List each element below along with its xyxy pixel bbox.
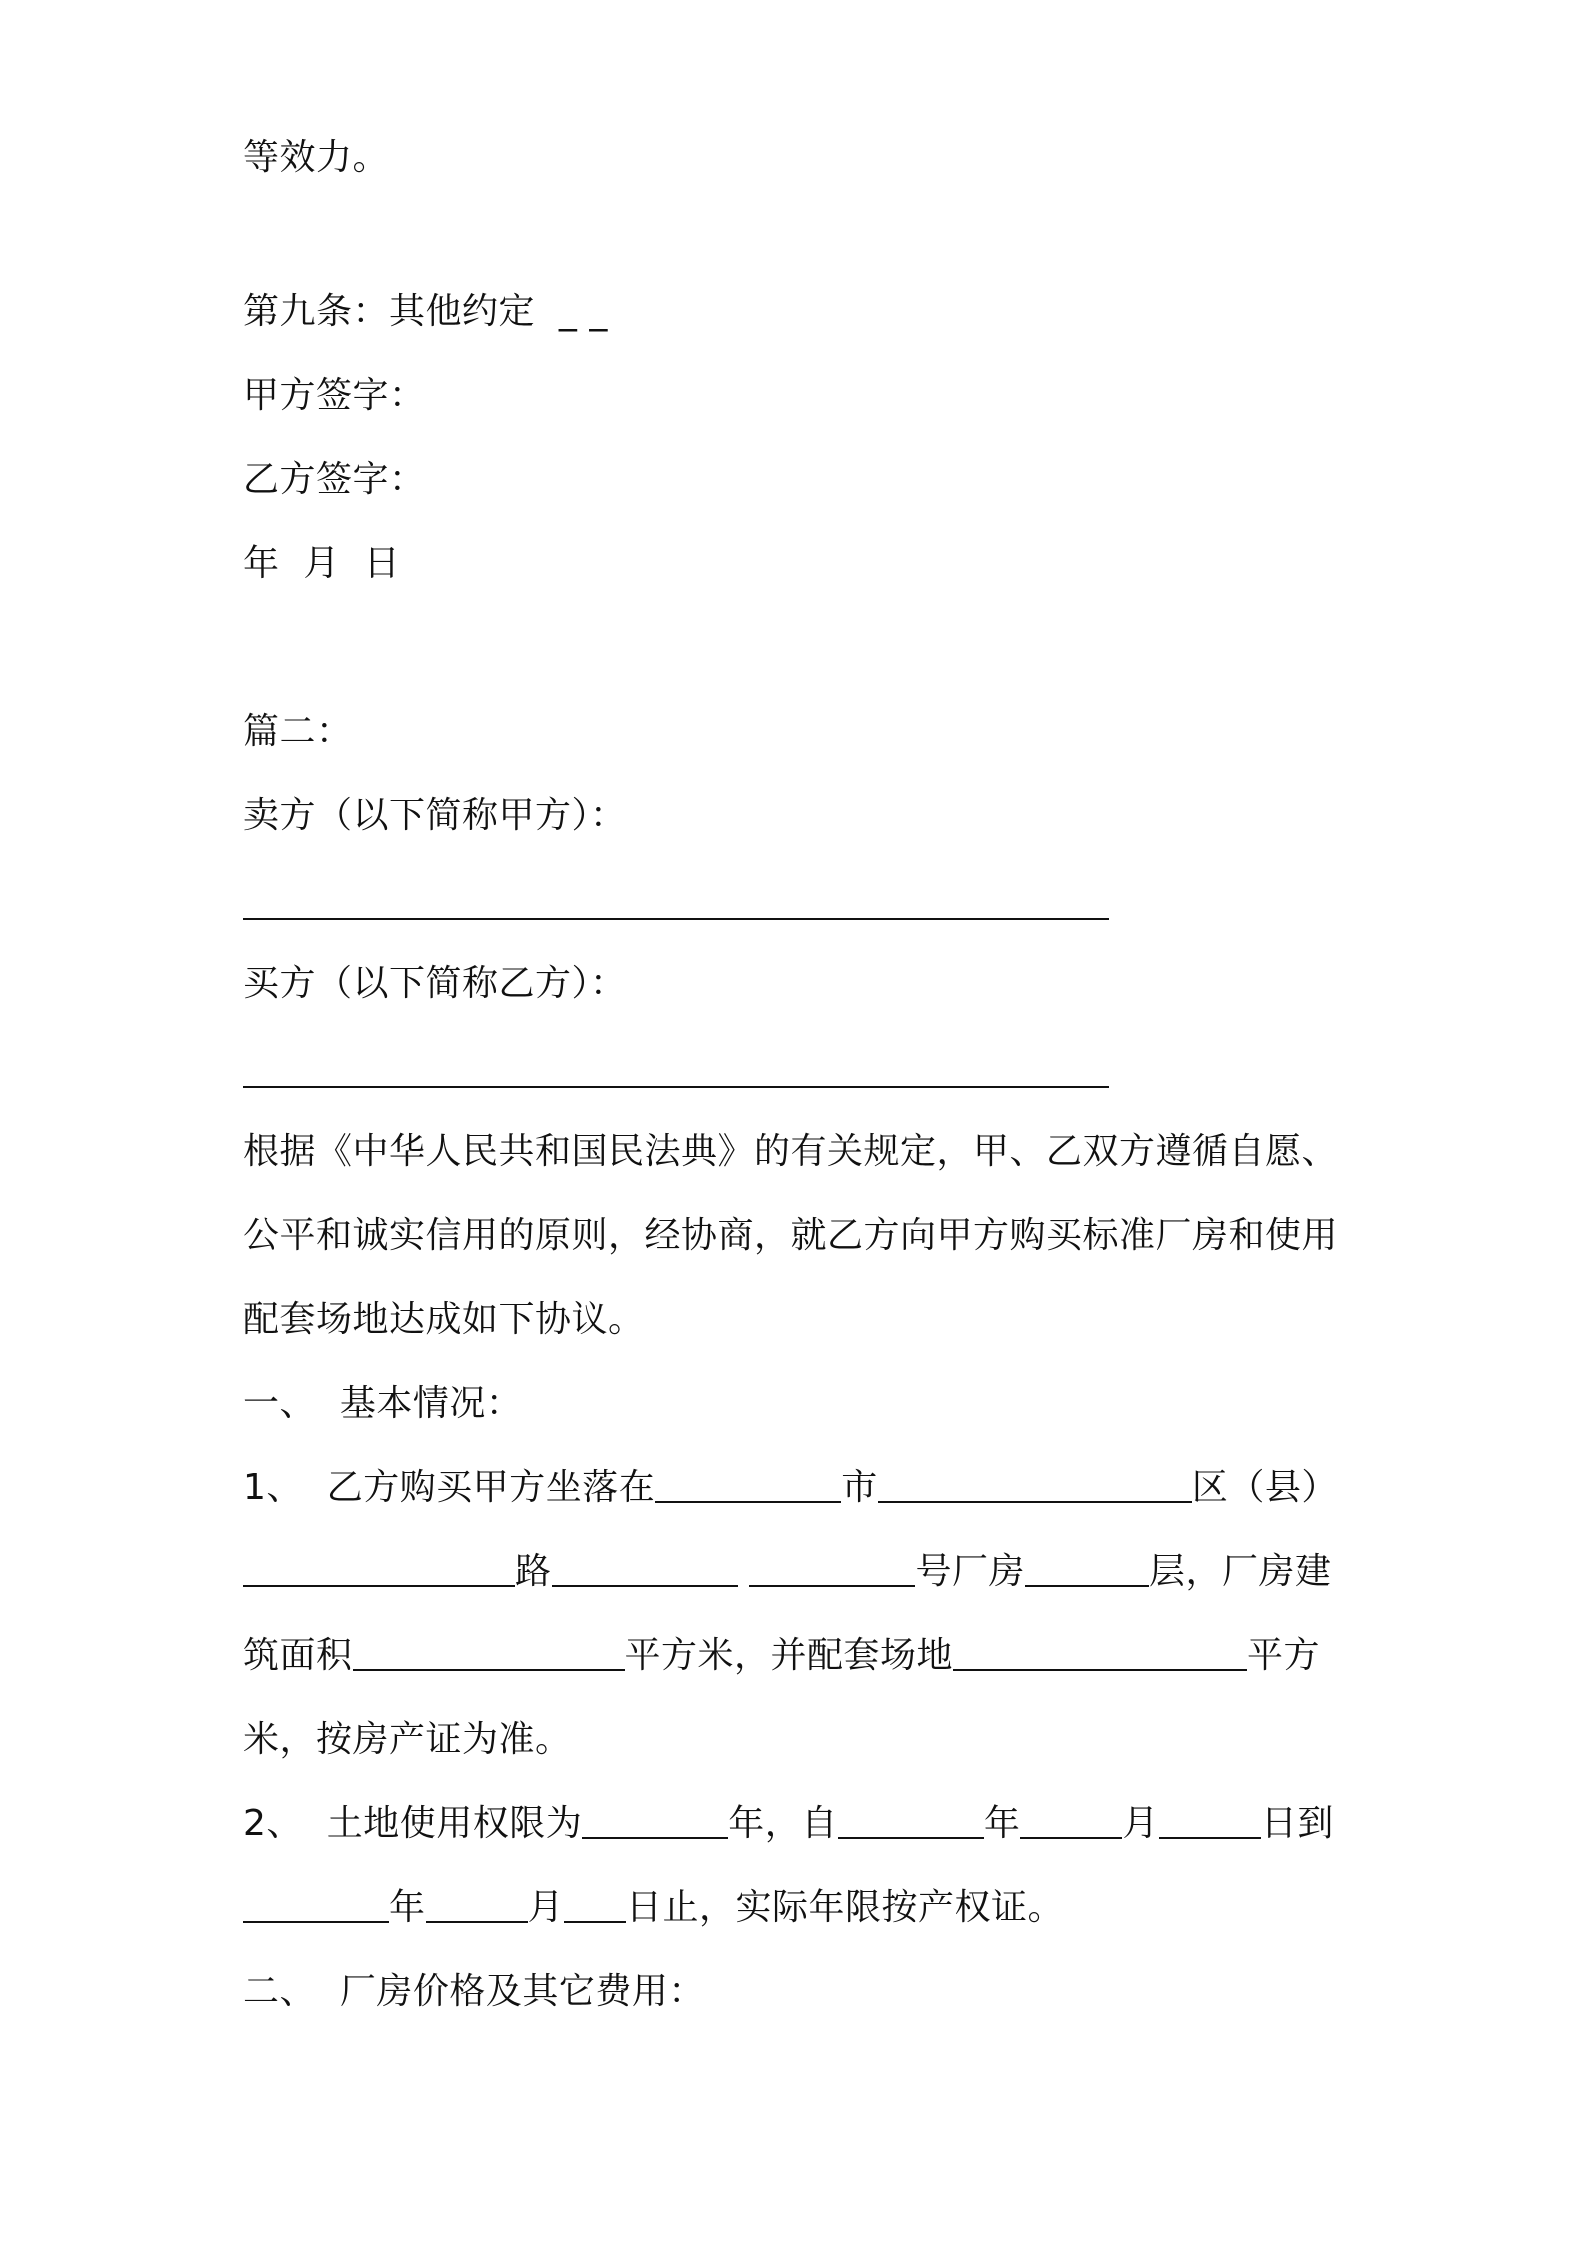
floor-label: 层，厂房建 [1148,1551,1332,1592]
item2-line1 [243,1800,1334,1848]
years-blank [582,1807,728,1839]
month2-label: 月 [527,1887,565,1928]
district-blank [878,1471,1192,1503]
number-blank-2 [749,1555,915,1587]
area-blank [353,1639,625,1671]
number-label: 号厂房 [915,1551,1025,1592]
sqm-label: 平方米，并配套场地 [624,1635,954,1676]
intro-line-3: 配套场地达成如下协议。 [243,1299,645,1340]
part1-heading: 一、 基本情况： [243,1383,523,1424]
seller-label: 卖方（以下简称甲方）： [243,795,627,836]
end-year-blank [243,1891,389,1923]
year3-label: 年 [389,1887,426,1928]
year2-label: 年 [983,1803,1021,1844]
article9-line [243,288,608,336]
number-blank-1 [552,1555,738,1587]
city-blank [655,1471,841,1503]
end-month-blank [426,1891,528,1923]
item1-line4: 米，按房产证为准。 [243,1719,572,1760]
article9-blanks: _ _ [558,291,608,332]
item1-line3 [243,1632,1320,1680]
district-label: 区（县） [1191,1467,1338,1508]
item1-line2 [243,1548,1332,1596]
item1-prefix: 1、 乙方购买甲方坐落在 [243,1467,656,1508]
party-b-signature-label: 乙方签字： [243,459,426,500]
intro-line-2: 公平和诚实信用的原则，经协商，就乙方向甲方购买标准厂房和使用 [243,1215,1339,1256]
part2-heading: 二、 厂房价格及其它费用： [243,1971,705,2012]
day-end-label: 日止，实际年限按产权证。 [626,1887,1065,1928]
item2-line2 [243,1884,1064,1932]
site-area-blank [953,1639,1247,1671]
item2-prefix: 2、 土地使用权限为 [243,1803,583,1844]
section-heading: 篇二： [243,711,353,752]
area-prefix: 筑面积 [243,1635,353,1676]
party-a-signature-label: 甲方签字： [243,375,426,416]
buyer-name-blank [243,1086,1109,1088]
year1-label: 年，自 [728,1803,838,1844]
start-month-blank [1020,1807,1122,1839]
road-blank [243,1555,515,1587]
month1-label: 月 [1122,1803,1159,1844]
buyer-label: 买方（以下简称乙方）： [243,963,627,1004]
item1-line1 [243,1464,1338,1512]
day-to-label: 日到 [1260,1803,1334,1844]
text-effect: 等效力。 [243,137,390,178]
date-line: 年 月 日 [243,543,401,584]
sqm2-label: 平方 [1247,1635,1321,1676]
start-year-blank [838,1807,984,1839]
floor-blank [1025,1555,1149,1587]
end-day-blank [564,1891,626,1923]
article9-label: 第九条：其他约定 [243,291,536,332]
intro-line-1: 根据《中华人民共和国民法典》的有关规定，甲、乙双方遵循自愿、 [243,1131,1339,1172]
start-day-blank [1159,1807,1261,1839]
city-label: 市 [841,1467,878,1508]
seller-name-blank [243,918,1109,920]
road-label: 路 [515,1551,552,1592]
